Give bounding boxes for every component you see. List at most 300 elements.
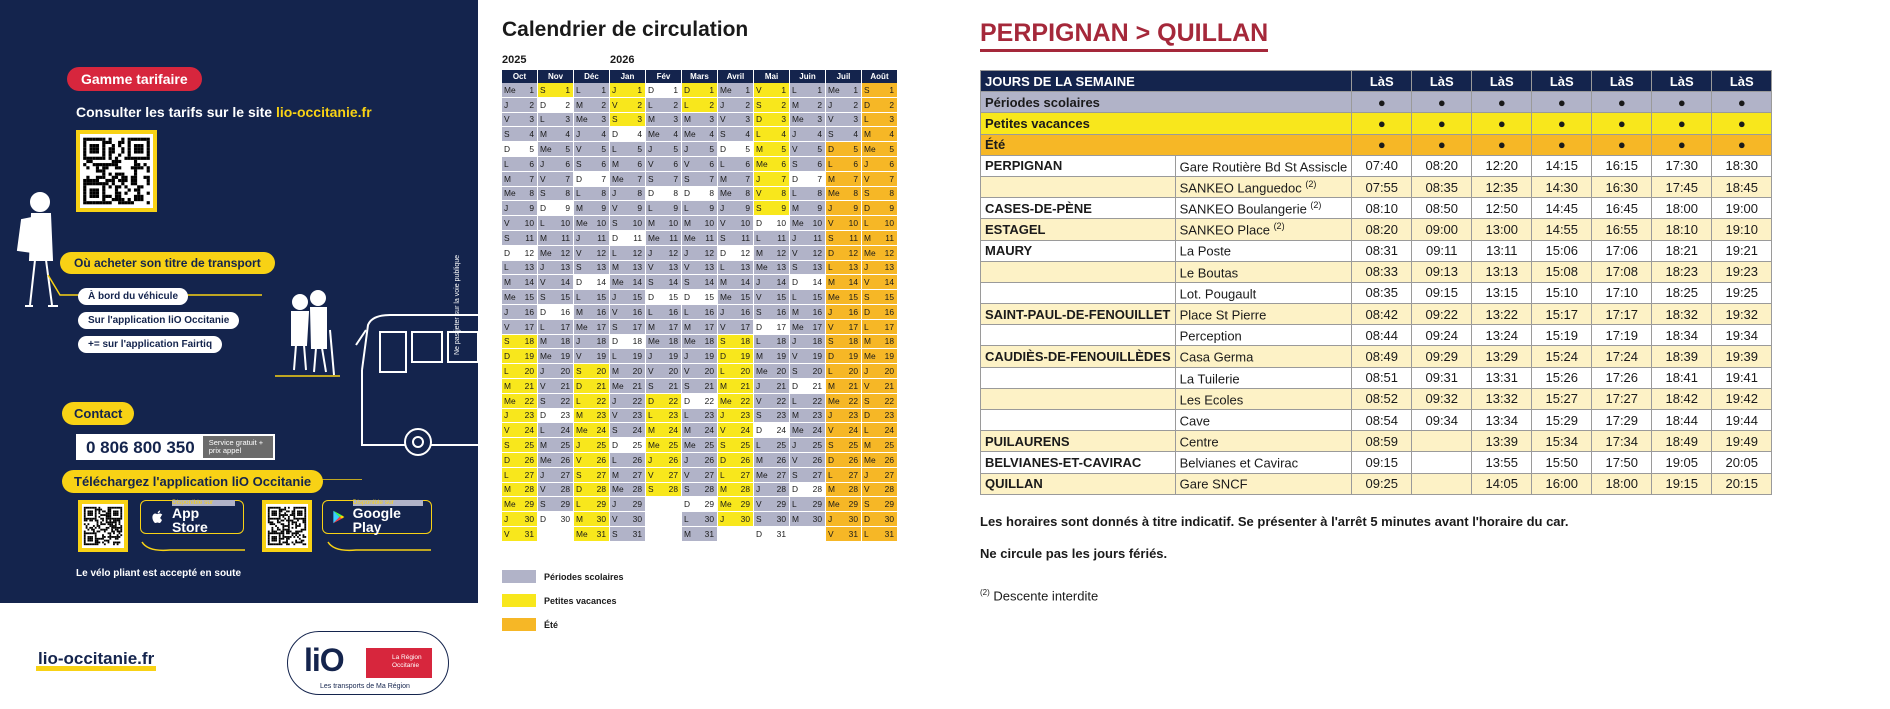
calendar-day: J 23 [718, 409, 754, 424]
calendar-day: J 27 [862, 468, 898, 483]
calendar-day: M 3 [682, 113, 718, 128]
calendar-day: V 1 [754, 83, 790, 98]
time-cell: 17:17 [1592, 304, 1652, 325]
calendar-day: D 24 [754, 423, 790, 438]
calendar-day: M 30 [574, 512, 610, 527]
calendar-day [646, 497, 682, 512]
year-2026: 2026 [610, 54, 635, 66]
time-cell: 16:00 [1532, 473, 1592, 494]
time-cell: 08:50 [1412, 198, 1472, 219]
calendar-day: M 21 [826, 379, 862, 394]
time-cell: 12:50 [1472, 198, 1532, 219]
time-cell: 16:15 [1592, 155, 1652, 176]
stop-row [981, 388, 1772, 409]
time-cell [1412, 452, 1472, 473]
calendar-day: M 25 [538, 438, 574, 453]
time-cell: 17:26 [1592, 367, 1652, 388]
calendar-row [502, 216, 898, 231]
appstore-qr-code[interactable] [78, 500, 128, 552]
calendar-day: Me 1 [718, 83, 754, 98]
time-cell: 17:30 [1652, 155, 1712, 176]
time-cell: 14:05 [1472, 473, 1532, 494]
calendar-day: Me 8 [826, 187, 862, 202]
commune-cell: PUILAURENS [981, 431, 1176, 452]
time-cell: 15:10 [1532, 282, 1592, 303]
time-cell: 17:34 [1592, 431, 1652, 452]
calendar-day: L 27 [826, 468, 862, 483]
phone-number[interactable]: 0 806 800 350 [86, 438, 195, 457]
calendar-day: D 19 [826, 349, 862, 364]
calendar-day: L 12 [610, 246, 646, 261]
weekday-header: JOURS DE LA SEMAINE [981, 71, 1352, 92]
calendar-day: V 24 [826, 423, 862, 438]
google-play-button[interactable] [322, 500, 432, 534]
calendar-day: Me 3 [790, 113, 826, 128]
arrow-to-appstore [140, 538, 250, 554]
calendar-day: L 22 [790, 394, 826, 409]
calendar-day: D 31 [754, 527, 790, 542]
time-cell: 18:32 [1652, 304, 1712, 325]
calendar-day: V 17 [826, 320, 862, 335]
calendar-day: S 6 [790, 157, 826, 172]
time-cell: 09:13 [1412, 261, 1472, 282]
calendar-day: Me 29 [718, 497, 754, 512]
calendar-day: L 22 [574, 394, 610, 409]
calendar-day: L 27 [718, 468, 754, 483]
calendar-day: D 23 [862, 409, 898, 424]
calendar-day: Me 26 [538, 453, 574, 468]
period-mark: ● [1652, 92, 1712, 113]
calendar-day: D 30 [862, 512, 898, 527]
calendar-day: J 9 [826, 201, 862, 216]
calendar-day: D 15 [682, 290, 718, 305]
month-header: Mars [682, 70, 718, 83]
calendar-day: Me 4 [682, 127, 718, 142]
time-cell: 18:21 [1652, 240, 1712, 261]
calendar-day: J 30 [718, 512, 754, 527]
calendar-day: J 26 [646, 453, 682, 468]
calendar-day: V 20 [646, 364, 682, 379]
calendar-day: D 10 [754, 216, 790, 231]
calendar-day: J 28 [754, 483, 790, 498]
calendar-day: V 9 [610, 201, 646, 216]
calendar-day: Me 24 [790, 423, 826, 438]
stop-cell [1175, 155, 1352, 176]
calendar-row [502, 231, 898, 246]
calendar-day: D 8 [646, 187, 682, 202]
playstore-qr-code[interactable] [262, 500, 312, 552]
time-cell: 17:08 [1592, 261, 1652, 282]
time-cell: 09:22 [1412, 304, 1472, 325]
period-mark: ● [1352, 134, 1412, 155]
time-cell [1412, 431, 1472, 452]
calendar-day: S 4 [718, 127, 754, 142]
calendar-day: D 16 [538, 305, 574, 320]
calendar-day: V 14 [538, 275, 574, 290]
calendar-row [502, 83, 898, 98]
calendar-day: J 20 [862, 364, 898, 379]
calendar-day: S 10 [610, 216, 646, 231]
calendar-day: D 18 [610, 335, 646, 350]
calendar-day: S 27 [790, 468, 826, 483]
calendar-day: J 2 [826, 98, 862, 113]
legend-holidays [502, 594, 617, 607]
calendar-day: M 10 [646, 216, 682, 231]
calendar-day: Me 26 [862, 453, 898, 468]
calendar-day: S 30 [754, 512, 790, 527]
website-link[interactable]: lio-occitanie.fr [36, 652, 156, 671]
commune-cell [981, 367, 1176, 388]
calendar-day: Me 10 [574, 216, 610, 231]
calendar-row [502, 246, 898, 261]
fare-range-badge: Gamme tarifaire [67, 67, 202, 91]
note-drop-off-text: Descente interdite [989, 588, 1099, 604]
time-cell: 13:24 [1472, 325, 1532, 346]
calendar-day: Me 15 [502, 290, 538, 305]
calendar-day: Me 1 [826, 83, 862, 98]
calendar-day: D 2 [538, 98, 574, 113]
legend-label-summer: Été [544, 619, 559, 630]
calendar-row [502, 305, 898, 320]
calendar-day: Me 17 [790, 320, 826, 335]
calendar-day: L 25 [754, 438, 790, 453]
stop-cell [1175, 304, 1352, 325]
calendar-day: L 19 [610, 349, 646, 364]
calendar-day: S 11 [826, 231, 862, 246]
stop-row [981, 431, 1772, 452]
calendar-day: D 12 [718, 246, 754, 261]
legend-swatch-summer [502, 618, 536, 631]
calendar-day: V 28 [538, 483, 574, 498]
app-store-button[interactable] [140, 500, 244, 534]
time-cell: 08:59 [1352, 431, 1412, 452]
period-mark: ● [1412, 92, 1472, 113]
time-cell: 13:15 [1472, 282, 1532, 303]
time-cell: 16:55 [1592, 219, 1652, 240]
time-cell: 18:39 [1652, 346, 1712, 367]
calendar-day: Me 18 [646, 335, 682, 350]
stop-name: SANKEO Languedoc [1179, 180, 1306, 196]
commune-cell [981, 282, 1176, 303]
contact-badge: Contact [62, 402, 134, 425]
calendar-day: L 5 [610, 142, 646, 157]
calendar-day: S 8 [862, 187, 898, 202]
calendar-day: V 14 [862, 275, 898, 290]
time-cell: 14:30 [1532, 176, 1592, 197]
time-cell: 19:32 [1712, 304, 1772, 325]
calendar-day: L 29 [574, 497, 610, 512]
calendar-day: J 16 [502, 305, 538, 320]
period-mark: ● [1412, 134, 1472, 155]
calendar-day: Me 5 [862, 142, 898, 157]
time-cell: 09:00 [1412, 219, 1472, 240]
time-cell: 15:19 [1532, 325, 1592, 346]
lio-wordmark: liO [304, 642, 344, 678]
calendar-day: Me 22 [718, 394, 754, 409]
commune-cell [981, 388, 1176, 409]
calendar-day: D 9 [538, 201, 574, 216]
month-header: Juin [790, 70, 826, 83]
calendar-day: V 7 [862, 172, 898, 187]
calendar-day: Me 19 [862, 349, 898, 364]
calendar-day: S 20 [574, 364, 610, 379]
period-label: Petites vacances [981, 113, 1352, 134]
time-cell: 19:41 [1712, 367, 1772, 388]
legend-label-holidays: Petites vacances [544, 595, 617, 606]
calendar-day: V 5 [574, 142, 610, 157]
time-cell: 17:27 [1592, 388, 1652, 409]
calendar-day: Me 14 [610, 275, 646, 290]
calendar-day: D 19 [718, 349, 754, 364]
time-cell: 08:49 [1352, 346, 1412, 367]
calendar-day: J 14 [754, 275, 790, 290]
calendar-day: Me 22 [826, 394, 862, 409]
calendar-day: J 22 [610, 394, 646, 409]
calendar-row [502, 409, 898, 424]
time-cell: 14:45 [1532, 198, 1592, 219]
period-mark: ● [1412, 113, 1472, 134]
time-cell: 19:49 [1712, 431, 1772, 452]
month-header: Mai [754, 70, 790, 83]
calendar-day: D 9 [862, 201, 898, 216]
period-mark: ● [1472, 134, 1532, 155]
calendar-day: J 9 [502, 201, 538, 216]
calendar-day: D 26 [718, 453, 754, 468]
calendar-day: V 3 [826, 113, 862, 128]
calendar-day: S 6 [574, 157, 610, 172]
stop-name: La Poste [1179, 243, 1231, 259]
time-cell: 15:34 [1532, 431, 1592, 452]
apple-icon [149, 508, 166, 526]
calendar-day: L 1 [790, 83, 826, 98]
time-cell: 16:30 [1592, 176, 1652, 197]
calendar-day: M 7 [826, 172, 862, 187]
stop-name: Lot. Pougault [1179, 286, 1257, 302]
calendar-day: L 17 [538, 320, 574, 335]
calendar-day: Me 29 [502, 497, 538, 512]
calendar-day: J 18 [574, 335, 610, 350]
note-sup: (2) [980, 588, 990, 597]
buy-app-option: Sur l'application liO Occitanie [78, 312, 239, 329]
calendar-day: D 28 [790, 483, 826, 498]
app-store-label: App Store [171, 505, 208, 536]
calendar-row [502, 394, 898, 409]
qr-pattern [266, 504, 308, 548]
calendar-day: V 10 [502, 216, 538, 231]
calendar-day: D 22 [646, 394, 682, 409]
time-cell: 18:00 [1592, 473, 1652, 494]
calendar-day: V 2 [610, 98, 646, 113]
legend-school [502, 570, 624, 583]
calendar-day: M 7 [718, 172, 754, 187]
commune-cell: PERPIGNAN [981, 155, 1176, 176]
time-cell: 13:32 [1472, 388, 1532, 409]
period-mark: ● [1592, 113, 1652, 134]
calendar-day: D 3 [754, 113, 790, 128]
calendar-row [502, 172, 898, 187]
time-cell: 07:55 [1352, 176, 1412, 197]
calendar-day: D 17 [754, 320, 790, 335]
calendar-day: M 14 [826, 275, 862, 290]
calendar-day: J 9 [718, 201, 754, 216]
timetable-header-row [981, 71, 1772, 92]
calendar-day: S 25 [826, 438, 862, 453]
calendar-day: J 30 [826, 512, 862, 527]
legend-swatch-holidays [502, 594, 536, 607]
calendar-day: Me 8 [718, 187, 754, 202]
calendar-day: V 12 [574, 246, 610, 261]
calendar-day: S 13 [574, 261, 610, 276]
calendar-row [502, 453, 898, 468]
calendar-day: M 10 [682, 216, 718, 231]
time-cell: 19:23 [1712, 261, 1772, 282]
calendar-row [502, 98, 898, 113]
day-header: LàS [1712, 71, 1772, 92]
calendar-day: J 8 [610, 187, 646, 202]
time-cell: 18:34 [1652, 325, 1712, 346]
calendar-day: S 8 [538, 187, 574, 202]
calendar-day: Me 17 [574, 320, 610, 335]
calendar-day: V 19 [790, 349, 826, 364]
calendar-row [502, 290, 898, 305]
calendar-day: J 12 [682, 246, 718, 261]
calendar-row [502, 512, 898, 527]
calendar-day: L 18 [754, 335, 790, 350]
time-cell: 18:42 [1652, 388, 1712, 409]
time-cell: 15:27 [1532, 388, 1592, 409]
calendar-day: L 9 [646, 201, 682, 216]
time-cell: 19:05 [1652, 452, 1712, 473]
calendar-row [502, 261, 898, 276]
calendar-day: S 15 [862, 290, 898, 305]
calendar-day: M 5 [754, 142, 790, 157]
calendar-row [502, 275, 898, 290]
calendar-day: L 24 [538, 423, 574, 438]
timetable [980, 70, 1772, 495]
stop-sup: (2) [1305, 178, 1317, 189]
calendar-day: Me 12 [862, 246, 898, 261]
calendar-day: L 10 [862, 216, 898, 231]
stop-row [981, 198, 1772, 219]
time-cell: 18:25 [1652, 282, 1712, 303]
calendar-day: S 13 [790, 261, 826, 276]
calendar-day: M 4 [538, 127, 574, 142]
calendar-day: D 29 [682, 497, 718, 512]
legend-summer [502, 618, 558, 631]
calendar-day: M 17 [646, 320, 682, 335]
time-cell: 09:34 [1412, 410, 1472, 431]
calendar-day: D 28 [574, 483, 610, 498]
time-cell: 17:45 [1652, 176, 1712, 197]
where-to-buy-badge: Où acheter son titre de transport [60, 252, 275, 274]
calendar-row [502, 423, 898, 438]
period-mark: ● [1652, 113, 1712, 134]
calendar-day: D 8 [682, 187, 718, 202]
calendar-day: Me 15 [826, 290, 862, 305]
time-cell: 09:29 [1412, 346, 1472, 367]
calendar-day: S 28 [646, 483, 682, 498]
calendar-day: S 4 [502, 127, 538, 142]
stop-name: Casa Germa [1179, 349, 1254, 365]
commune-cell [981, 325, 1176, 346]
time-cell: 08:10 [1352, 198, 1412, 219]
time-cell: 17:29 [1592, 410, 1652, 431]
stop-cell [1175, 176, 1352, 197]
calendar-day: V 15 [754, 290, 790, 305]
commune-cell [981, 176, 1176, 197]
calendar-day: J 25 [790, 438, 826, 453]
stop-sup: (2) [1273, 221, 1285, 232]
info-panel [0, 0, 478, 603]
calendar-day: L 2 [682, 98, 718, 113]
time-cell: 14:15 [1532, 155, 1592, 176]
calendar-day: L 6 [718, 157, 754, 172]
calendar-day: M 23 [574, 409, 610, 424]
time-cell: 17:06 [1592, 240, 1652, 261]
phone-block[interactable] [76, 434, 275, 460]
calendar-day: M 21 [502, 379, 538, 394]
play-small: Disponible sur [353, 500, 423, 507]
commune-cell: CAUDIÈS-DE-FENOUILLÈDES [981, 346, 1176, 367]
calendar-day: V 7 [538, 172, 574, 187]
qr-pattern [82, 504, 124, 548]
calendar-row [502, 335, 898, 350]
time-cell: 13:22 [1472, 304, 1532, 325]
calendar-day: S 7 [682, 172, 718, 187]
calendar-day: Me 25 [682, 438, 718, 453]
calendar-day: J 11 [790, 231, 826, 246]
calendar-day: Me 29 [826, 497, 862, 512]
stop-name: Centre [1179, 434, 1219, 450]
calendar-day: D 7 [574, 172, 610, 187]
calendar-day: L 20 [718, 364, 754, 379]
calendar-day: Me 1 [502, 83, 538, 98]
calendar-day: Me 22 [502, 394, 538, 409]
calendar-day: S 21 [682, 379, 718, 394]
calendar-day: L 20 [826, 364, 862, 379]
calendar-day: J 2 [502, 98, 538, 113]
month-header: Juil [826, 70, 862, 83]
stop-row [981, 346, 1772, 367]
calendar-day: D 23 [538, 409, 574, 424]
calendar-day: M 7 [502, 172, 538, 187]
calendar-day: M 27 [610, 468, 646, 483]
calendar-day: V 30 [610, 512, 646, 527]
calendar-day: D 19 [502, 349, 538, 364]
calendar-day: M 14 [502, 275, 538, 290]
fares-link[interactable]: lio-occitanie.fr [275, 104, 372, 120]
calendar-day: D 21 [574, 379, 610, 394]
calendar-day: J 26 [682, 453, 718, 468]
day-header: LàS [1652, 71, 1712, 92]
time-cell: 17:19 [1592, 325, 1652, 346]
stop-row [981, 367, 1772, 388]
time-cell: 18:45 [1712, 176, 1772, 197]
calendar-day: L 2 [646, 98, 682, 113]
period-mark: ● [1592, 92, 1652, 113]
time-cell: 09:11 [1412, 240, 1472, 261]
calendar-day: D 25 [610, 438, 646, 453]
time-cell: 19:21 [1712, 240, 1772, 261]
calendar-day: V 8 [754, 187, 790, 202]
calendar-day: L 4 [754, 127, 790, 142]
time-cell: 20:05 [1712, 452, 1772, 473]
calendar-day: M 24 [682, 423, 718, 438]
period-row [981, 134, 1772, 155]
calendar-day: M 3 [646, 113, 682, 128]
calendar-day: J 19 [646, 349, 682, 364]
calendar-day: Me 5 [538, 142, 574, 157]
